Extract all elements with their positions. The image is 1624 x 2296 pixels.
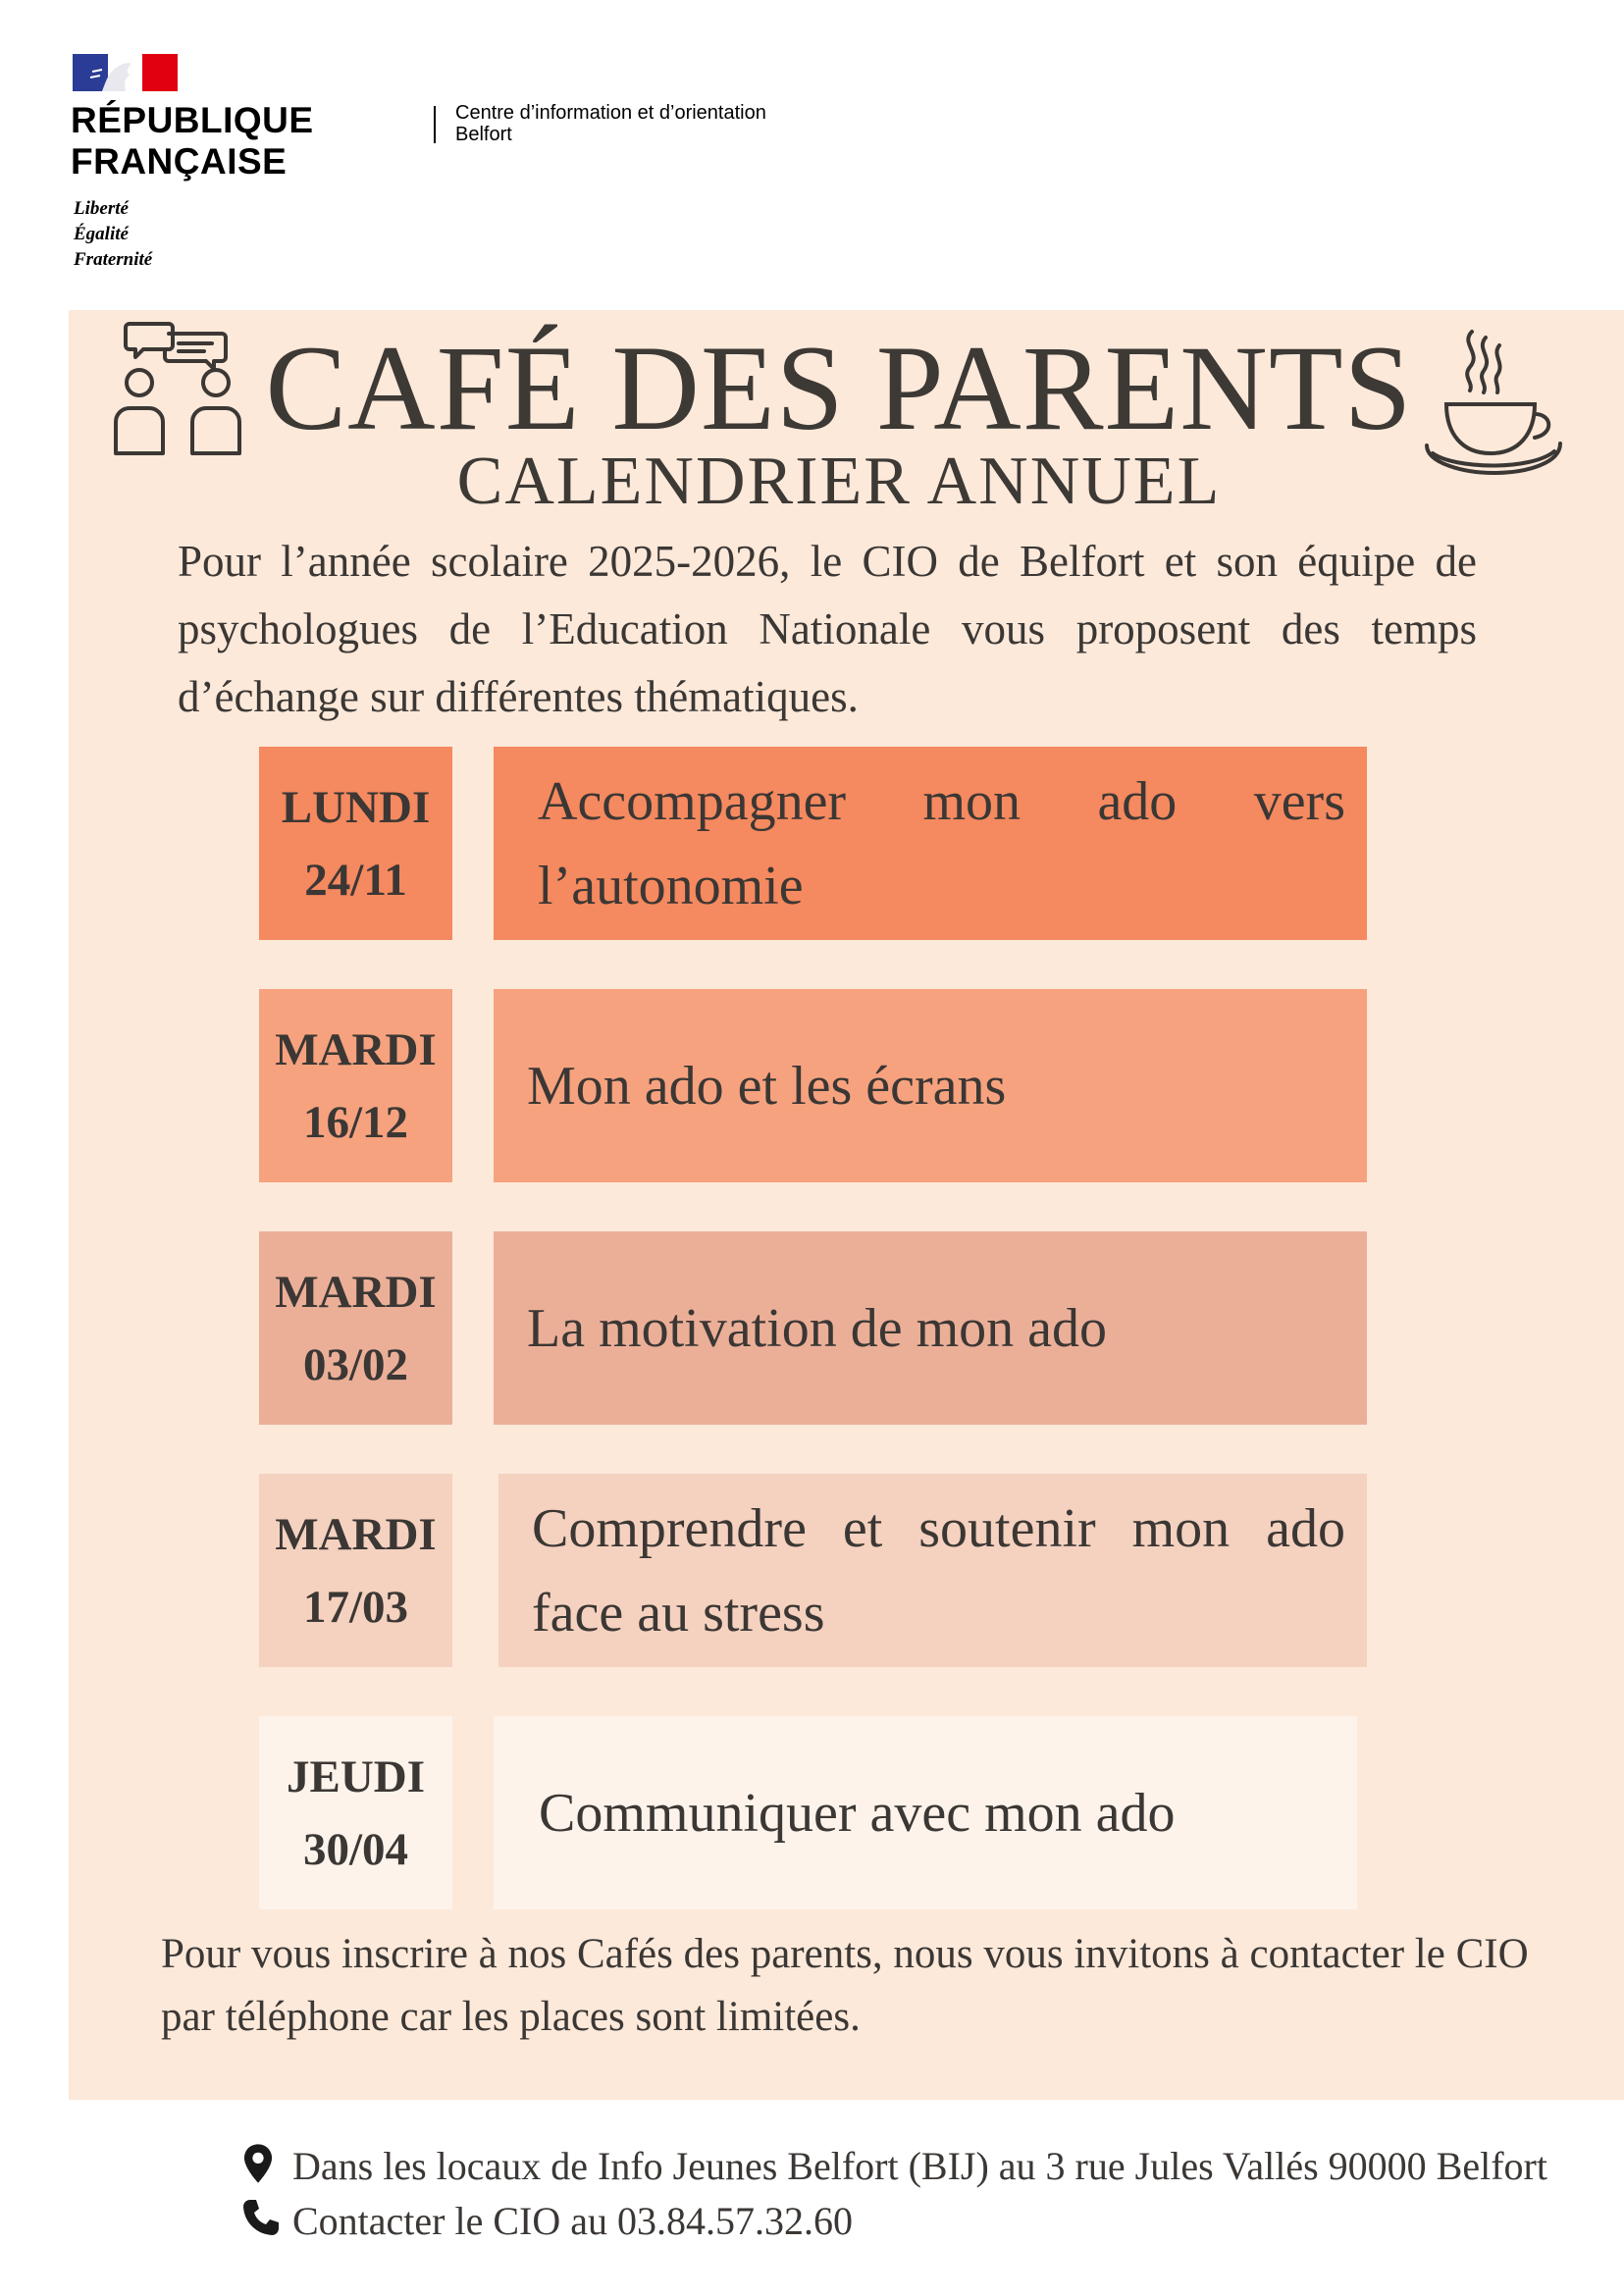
page-subtitle: CALENDRIER ANNUEL xyxy=(456,444,1222,519)
marianne-flag-logo xyxy=(73,54,178,91)
signup-paragraph: Pour vous inscrire à nos Cafés des parents, nous vous invitons à contacter le CIO par téléphone car les places sont limitées. xyxy=(161,1931,1529,2040)
page-title: CAFÉ DES PARENTS xyxy=(265,321,1413,455)
session-topic-4: Comprendre et soutenir mon ado face au stress xyxy=(498,1474,1367,1667)
cio-identity: Centre d’information et d’orientation Belfort xyxy=(455,102,766,145)
session-date-2: MARDI 16/12 xyxy=(259,989,452,1182)
republique-motto: Liberté Égalité Fraternité xyxy=(74,198,153,270)
intro-paragraph: Pour l’année scolaire 2025-2026, le CIO de Belfort et son équipe de psychologues de l’Education Nationale vous proposent des temps d’échange sur différentes thématiques. xyxy=(178,537,1477,721)
phone-icon xyxy=(241,2198,281,2237)
session-topic-1: Accompagner mon ado vers l’autonomie xyxy=(494,747,1367,940)
map-pin-icon xyxy=(243,2142,273,2185)
session-date-4: MARDI 17/03 xyxy=(259,1474,452,1667)
session-date-5: JEUDI 30/04 xyxy=(259,1716,452,1909)
session-topic-5: Communiquer avec mon ado xyxy=(494,1716,1357,1909)
session-topic-3: La motivation de mon ado xyxy=(494,1231,1367,1425)
phone-line: Contacter le CIO au 03.84.57.32.60 xyxy=(292,2199,853,2243)
session-topic-2: Mon ado et les écrans xyxy=(494,989,1367,1182)
session-date-3: MARDI 03/02 xyxy=(259,1231,452,1425)
address-line: Dans les locaux de Info Jeunes Belfort (BIJ) au 3 rue Jules Vallés 90000 Belfort xyxy=(292,2144,1547,2188)
republique-francaise-name: RÉPUBLIQUE FRANÇAISE xyxy=(71,100,314,182)
header-divider xyxy=(434,106,436,143)
session-date-1: LUNDI 24/11 xyxy=(259,747,452,940)
